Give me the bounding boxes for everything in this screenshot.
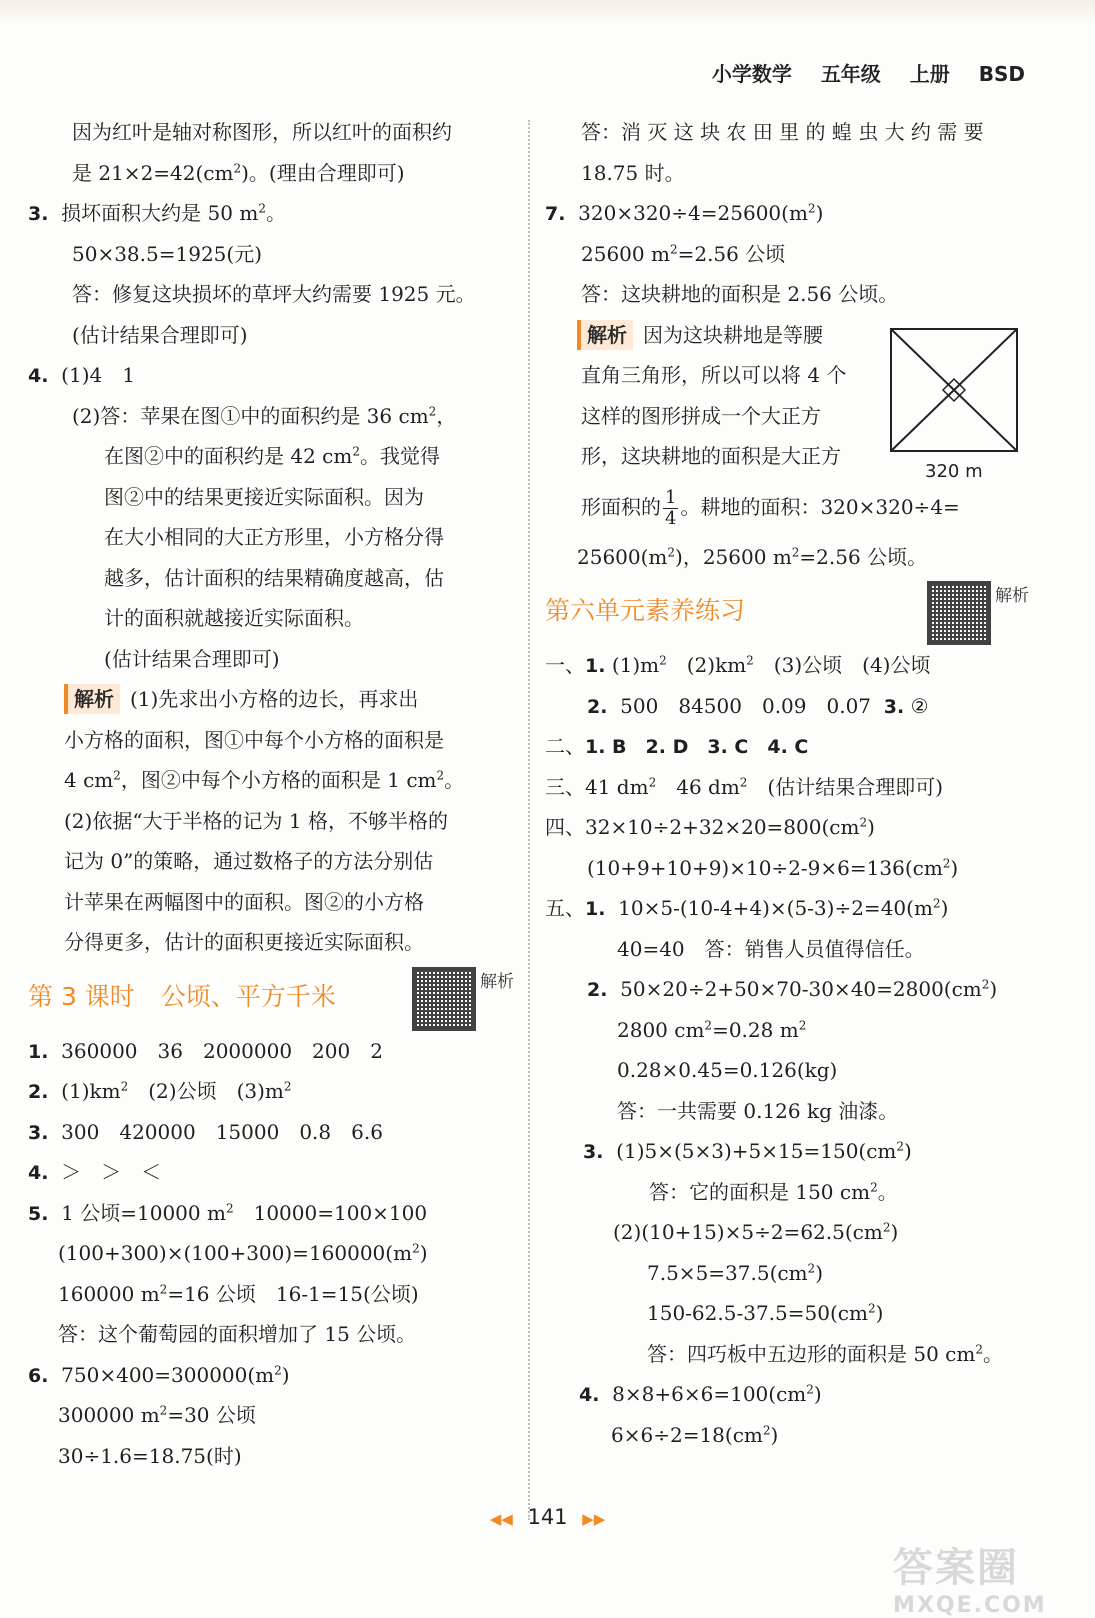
answer-line: (估计结果合理即可) [104, 646, 280, 671]
section-title-lesson-3: 第 3 课时 公顷、平方千米 解析 [28, 963, 518, 1031]
qr-label: 解析 [995, 586, 1029, 606]
analysis-line: 计苹果在两幅图中的面积。图②的小方格 [64, 889, 424, 914]
part-5-line: 0.28×0.45=0.126(kg) [617, 1058, 838, 1082]
prev-page-icon[interactable]: ◀◀ [489, 1510, 513, 1528]
page-number-bar [0, 1505, 1095, 1529]
part-5-line: $6\times 6\div 2=18(cm^2)$ [611, 1422, 779, 1447]
exercise-6: 6. $750\times 400=300000(m^2)$ [28, 1362, 290, 1387]
qr-code-icon[interactable] [927, 581, 991, 645]
header-volume: 上册 [909, 62, 950, 86]
answer-line: 50×38.5=1925(元) [72, 241, 262, 266]
answer-line: 在图②中的面积约是 42 $cm^2$。我觉得 [104, 444, 440, 468]
analysis-line: 解析 (1)先求出小方格的边长，再求出 [28, 679, 518, 720]
exercise-2: 2. $(1)km^2$ (2)公顷 $(3)m^2$ [28, 1079, 292, 1103]
analysis-line: 这样的图形拼成一个大正方 [581, 403, 821, 428]
header-subject: 小学数学 [711, 62, 792, 86]
header-edition: BSD [978, 62, 1025, 86]
exercise-5: 5. 1 公顷=10000 $m^2$ 10000=100×100 [28, 1200, 428, 1225]
part-5-line: $7.5\times 5=37.5(cm^2)$ [647, 1260, 823, 1285]
part-4: 四、$32\times 10\div 2+32\times 20=800(cm^2)$ [545, 815, 875, 839]
part-5: 五、1. $10\times 5-(10-4+4)\times(5-3)\div 2=40(m^2)$ [545, 896, 949, 920]
answer-line: 答：这个葡萄园的面积增加了 15 公顷。 [58, 1322, 417, 1346]
part-5-line: 答：四巧板中五边形的面积是 50 $cm^2$。 [647, 1341, 1003, 1366]
answer-line: (估计结果合理即可) [72, 322, 248, 347]
answer-line: 答：修复这块损坏的草坪大约需要 1925 元。 [72, 282, 476, 306]
running-header [690, 58, 1025, 87]
fraction-one-quarter: $\frac{1}{4}$ [665, 486, 677, 529]
analysis-line: 解析 因为这块耕地是等腰 [545, 315, 1045, 356]
answer-line: 18.75 时。 [581, 160, 685, 185]
part-5-line: 答：一共需要 0.126 kg 油漆。 [617, 1098, 899, 1123]
answer-line: 越多，估计面积的结果精确度越高，估 [104, 565, 444, 590]
answer-line: 30÷1.6=18.75(时) [58, 1443, 242, 1468]
answer-line: 在大小相同的大正方形里，小方格分得 [104, 525, 444, 549]
answer-line: 计的面积就越接近实际面积。 [104, 606, 364, 630]
part-5-line: $(2)(10+15)\times 5\div 2=62.5(cm^2)$ [613, 1220, 899, 1244]
question-3: 3. 损坏面积大约是 50 $m^2$。 [28, 201, 286, 225]
square-diagram [889, 327, 1021, 491]
answer-line: 是 $21\times 2=42(cm^2)$。(理由合理即可) [72, 160, 405, 185]
column-divider [528, 120, 530, 1520]
section-title-unit-6: 第六单元素养练习 解析 [545, 577, 1045, 645]
square-diagonals-figure [889, 327, 1021, 487]
answer-line: 160000 $m^2=16$ 公顷 16-1=15(公顷) [58, 1281, 419, 1306]
diagram-side-label: 320 m [925, 461, 983, 482]
part-5-line: 40=40 答：销售人员值得信任。 [617, 936, 925, 961]
top-strip [0, 0, 1095, 22]
part-3: 三、41 $dm^2$ 46 $dm^2$ (估计结果合理即可) [545, 774, 944, 799]
answer-line: 答：消 灭 这 块 农 田 里 的 蝗 虫 大 约 需 要 [581, 120, 984, 144]
part-4-line: $(10+9+10+9)\times 10\div 2-9\times 6=136(cm^2)$ [587, 855, 959, 880]
part-5-q4: 4. $8\times 8+6\times 6=100(cm^2)$ [579, 1382, 822, 1406]
exercise-3: 3. 300 420000 15000 0.8 6.6 [28, 1119, 383, 1144]
analysis-tag: 解析 [64, 684, 120, 714]
analysis-line: 形，这块耕地的面积是大正方 [581, 444, 841, 468]
next-page-icon[interactable]: ▶▶ [582, 1510, 606, 1528]
analysis-line: 形面积的 $\frac{1}{4}$ 。耕地的面积：320×320÷4= [581, 486, 960, 529]
right-column [545, 112, 1045, 1455]
qr-code-icon[interactable] [412, 967, 476, 1031]
part-5-line: $150-62.5-37.5=50(cm^2)$ [647, 1301, 884, 1325]
exercise-1: 1. 360000 36 2000000 200 2 [28, 1038, 383, 1063]
watermark-logo: 答案圈 MXQE.COM [893, 1545, 1047, 1618]
analysis-line: 直角三角形，所以可以将 4 个 [581, 363, 847, 387]
answer-line: (2)答：苹果在图①中的面积约是 36 $cm^2$， [72, 403, 457, 428]
analysis-line: 4 $cm^2$，图②中每个小方格的面积是 1 $cm^2$。 [64, 768, 465, 792]
part-5-q2: 2. $50\times 20\div 2+50\times 70-30\times 40=2800(cm^2)$ [587, 977, 998, 1001]
answer-line: $(100+300)\times(100+300)=160000(m^2)$ [58, 1241, 428, 1265]
part-1: 一、1. $(1)m^2$ $(2)km^2$ (3)公顷 (4)公顷 [545, 653, 931, 677]
exercise-4: 4. ＞ ＞ ＜ [28, 1160, 162, 1184]
page-number: 141 [527, 1505, 568, 1529]
answer-line: 25600 $m^2=2.56$ 公顷 [581, 241, 786, 266]
part-5-line: 2800 $cm^2=0.28$ $m^2$ [617, 1017, 807, 1042]
left-column [28, 112, 518, 1476]
part-2: 二、1. B 2. D 3. C 4. C [545, 734, 809, 758]
answer-line: 因为红叶是轴对称图形，所以红叶的面积约 [72, 120, 452, 144]
part-5-q3: 3. $(1)5\times(5\times 3)+5\times 15=150(cm^2)$ [583, 1139, 912, 1163]
question-4: 4. (1)4 1 [28, 363, 135, 387]
analysis-line: $25600(m^2)$，25600 $m^2=2.56$ 公顷。 [577, 544, 928, 569]
analysis-line: (2)依据“大于半格的记为 1 格，不够半格的 [64, 808, 448, 833]
answer-line: 图②中的结果更接近实际面积。因为 [104, 484, 424, 509]
question-7: 7. $320\times 320\div 4=25600(m^2)$ [545, 201, 824, 225]
analysis-tag: 解析 [577, 320, 633, 350]
answer-line: 答：这块耕地的面积是 2.56 公顷。 [581, 282, 899, 306]
analysis-line: 分得更多，估计的面积更接近实际面积。 [64, 930, 424, 954]
analysis-line: 小方格的面积，图①中每个小方格的面积是 [64, 727, 444, 752]
answer-line: 300000 $m^2=30$ 公顷 [58, 1403, 256, 1427]
part-1-line: 2. 500 84500 0.09 0.07 3. ② [587, 693, 929, 718]
qr-label: 解析 [480, 971, 514, 992]
analysis-line: 记为 0”的策略，通过数格子的方法分别估 [64, 849, 434, 873]
header-grade: 五年级 [820, 62, 881, 86]
part-5-line: 答：它的面积是 150 $cm^2$。 [649, 1179, 898, 1204]
